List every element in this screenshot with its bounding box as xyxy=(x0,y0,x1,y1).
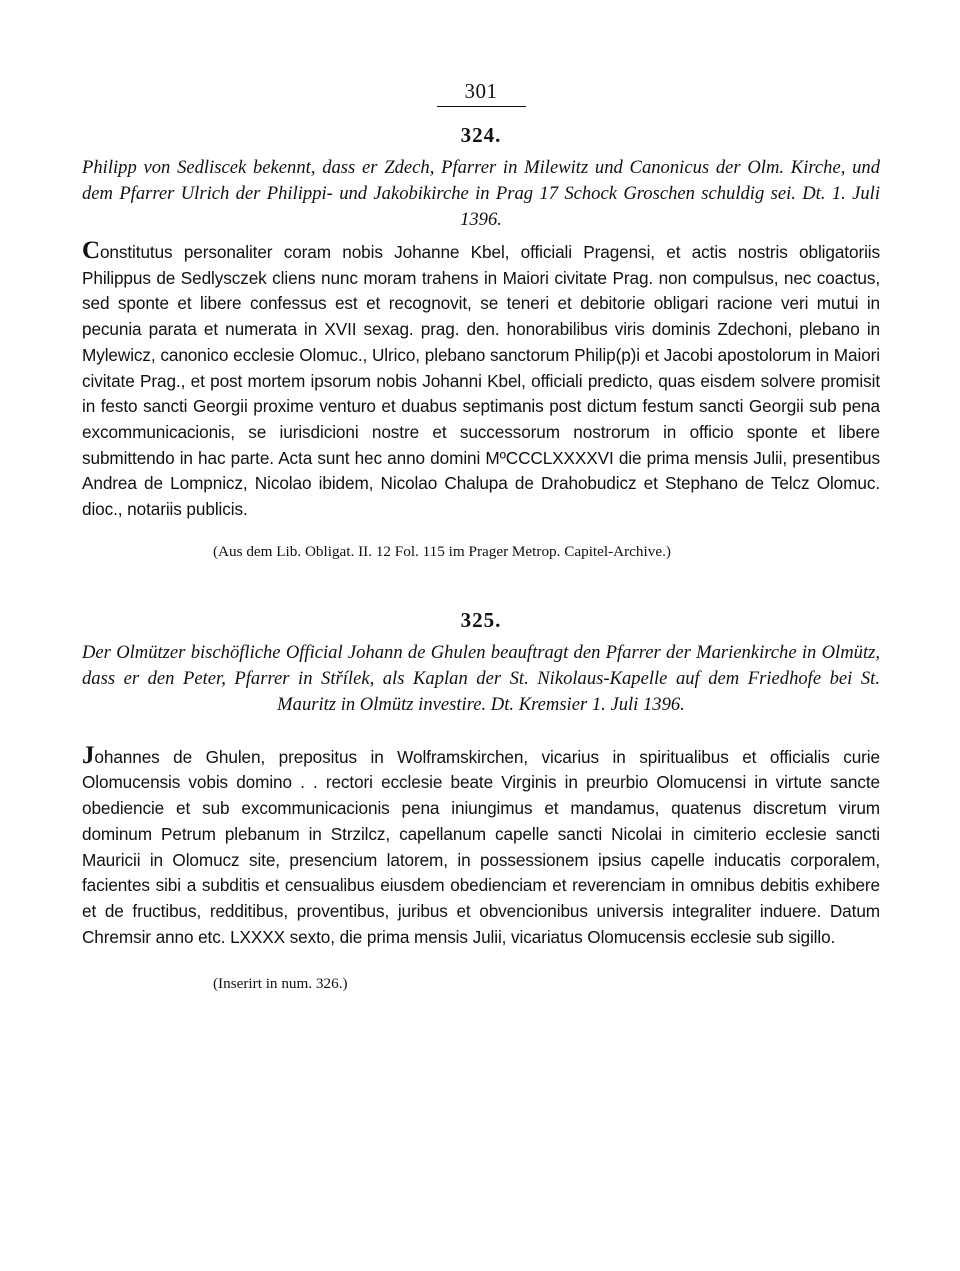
document-text xyxy=(82,741,880,951)
document-text xyxy=(82,237,880,523)
document-text-body: onstitutus personaliter coram nobis Johanne Kbel, officiali Pragensi, et actis nostris obligatoriis Philippus de Sedlysczek cliens nunc moram trahens in Maiori civitate Prag. non compulsus, nec coactus, sed sponte et libere confessus est et recognovit, se teneri et debitorie obligari racione veri mutui in pecunia parata et numerata in XVII sexag. prag. den. honorabilibus viris dominis Zdechoni, plebano in Mylewicz, canonico ecclesie Olomuc., Ulrico, plebano sanctorum Philip(p)i et Jacobi apostolorum in Maiori civitate Prag., et post mortem ipsorum nobis Johanni Kbel, officiali predicto, quas eisdem solvere promisit in festo sancti Georgii proxime venturo et duabus septimanis post dictum festum sancti Georgii sub pena excommunicacionis, se iurisdicioni nostre et successorum nostrorum in officio sponte et libere submittendo in hac parte. Acta sunt hec anno domini MºCCCLXXXXVI die prima mensis Julii, presentibus Andrea de Lompnicz, Nicolao ibidem, Nicolao Chalupa de Drahobudicz et Stephano de Telcz Olomuc. dioc., notariis publicis. xyxy=(82,242,880,520)
source-note: (Aus dem Lib. Obligat. II. 12 Fol. 115 im Prager Metrop. Capitel-Archive.) xyxy=(213,542,671,560)
page-number: 301 xyxy=(437,78,526,107)
source-note: (Inserirt in num. 326.) xyxy=(213,975,348,993)
initial-letter: C xyxy=(82,237,100,264)
document-number: 325. xyxy=(460,607,502,632)
document-text-body: ohannes de Ghulen, prepositus in Wolframskirchen, vicarius in spiritualibus et officialis curie Olomucensis vobis domino . . rectori ecclesie beate Virginis in preurbio Olomucensi in virtute sancte obediencie et sub excommunicacionis pena iniungimus et mandamus, quatenus discretum virum dominum Petrum plebanum in Strzilcz, capellanum capelle sancti Nicolai in cimiterio ecclesie sancti Mauricii in Olomucz site, presencium latorem, in possessionem ipsius capelle inducatis corporalem, facientes sibi a subditis et censualibus eiusdem obedienciam et reverenciam in omnibus debitis exhibere et de fructibus, redditibus, proventibus, juribus et obvencionibus universis integraliter induere. Datum Chremsir anno etc. LXXXX sexto, die prima mensis Julii, vicariatus Olomucensis ecclesie sub sigillo. xyxy=(82,746,880,947)
page-header xyxy=(82,78,880,116)
document-page xyxy=(82,78,880,995)
initial-letter: J xyxy=(82,741,95,769)
document-entry-324 xyxy=(82,122,880,563)
document-summary: Philipp von Sedliscek bekennt, dass er Zdech, Pfarrer in Milewitz und Canonicus der Olm. Kirche, und dem Pfarrer Ulrich der Philippi- und Jakobikirche in Prag 17 Schock Groschen schuldig sei. Dt. 1. Juli 1396. xyxy=(82,157,880,230)
document-entry-325 xyxy=(82,607,880,996)
document-summary: Der Olmützer bischöfliche Official Johann de Ghulen beauftragt den Pfarrer der Marienkirche in Olmütz, dass er den Peter, Pfarrer in Střílek, als Kaplan der St. Nikolaus-Kapelle auf dem Friedhofe bei St. Mauritz in Olmütz investire. Dt. Kremsier 1. Juli 1396. xyxy=(82,641,880,715)
document-number: 324. xyxy=(460,123,502,147)
